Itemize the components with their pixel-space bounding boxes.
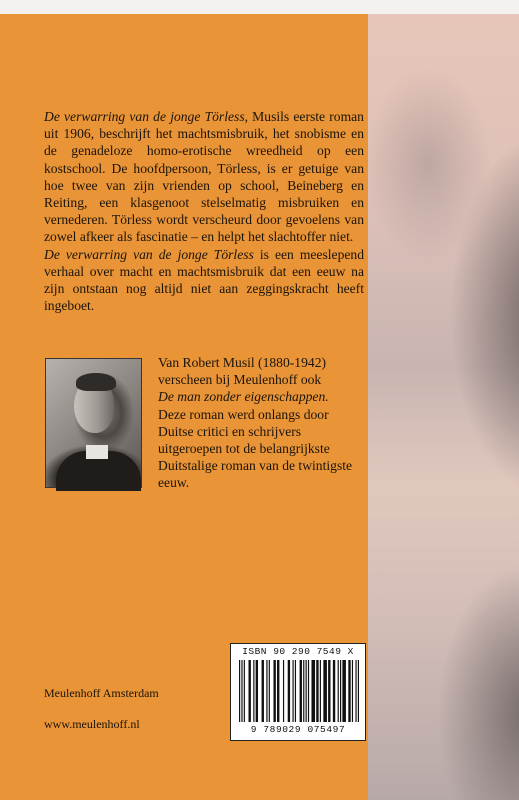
barcode-bar — [249, 660, 251, 722]
barcode-bar — [273, 660, 275, 722]
barcode-bar — [320, 660, 321, 722]
barcode-bar — [342, 660, 346, 722]
author-book-title: De man zonder eigenschappen. — [158, 389, 329, 405]
barcode-bar — [338, 660, 339, 722]
barcode-bar — [292, 660, 293, 722]
barcode-bar — [355, 660, 356, 722]
publisher-name: Meulenhoff Amsterdam — [44, 686, 159, 700]
blurb-book-title: De verwarring van de jonge Törless — [44, 109, 245, 124]
barcode-bar — [288, 660, 290, 722]
barcode-bar — [283, 660, 284, 722]
blurb-book-title-2: De verwarring van de jonge Törless — [44, 246, 254, 262]
barcode-bar — [316, 660, 318, 722]
barcode-bar — [328, 660, 330, 722]
barcode-bar — [266, 660, 267, 722]
barcode-bar — [253, 660, 254, 722]
barcode-bar — [306, 660, 307, 722]
barcode-bar — [277, 660, 279, 722]
blurb-paragraph-1-body: , Musils eerste roman uit 1906, beschrijft het machtsmisbruik, het snobisme en de genadeloze homo-erotische wreedheid op een kostschool. De hoofdpersoon, Törless, is er getuige van hoe twee van zijn vrienden op school, Beineberg en Reiting, een klasgenoot stelselmatig misbruiken en vernederen. Törless wordt verscheurd door gevoelens van zowel afkeer als fascinatie – en helpt het slachtoffer niet. — [44, 109, 364, 245]
portrait-hair — [76, 373, 116, 391]
barcode-bar — [333, 660, 335, 722]
barcode-bar — [239, 660, 240, 722]
barcode-bar — [311, 660, 315, 722]
barcode-bar — [295, 660, 296, 722]
barcode-bar — [308, 660, 309, 722]
blurb-text — [44, 108, 364, 314]
photo-strip-image — [368, 14, 519, 800]
barcode-bar — [244, 660, 245, 722]
barcode-bar — [303, 660, 304, 722]
barcode-bar — [323, 660, 327, 722]
barcode-bar — [241, 660, 242, 722]
author-portrait-photo — [45, 358, 142, 488]
barcode-bar — [358, 660, 359, 722]
barcode-bar — [262, 660, 264, 722]
blurb-paragraph-2-body: is een meeslepend verhaal over macht en machtsmisbruik dat een eeuw na zijn ontstaan nog altijd niet aan zeggingskracht heeft ingeboet. — [44, 246, 364, 314]
barcode-bar — [348, 660, 350, 722]
barcode-bar — [352, 660, 353, 722]
author-bio — [158, 354, 363, 492]
portrait-collar — [86, 445, 108, 459]
barcode-bars — [239, 660, 359, 722]
publisher-website: www.meulenhoff.nl — [44, 717, 140, 731]
barcode-box — [230, 643, 366, 741]
author-bio-line1: Van Robert Musil (1880-1942) verscheen bij Meulenhoff ook — [158, 355, 327, 388]
blurb-paragraph-1 — [44, 108, 364, 246]
isbn-label: ISBN 90 290 7549 X — [242, 646, 354, 657]
ean-number: 9 789029 075497 — [250, 724, 346, 735]
barcode-bar — [269, 660, 270, 722]
barcode-bar — [256, 660, 258, 722]
blurb-paragraph-2 — [44, 246, 364, 315]
barcode-bar — [340, 660, 341, 722]
author-bio-line2: Deze roman werd onlangs door Duitse critici en schrijvers uitgeroepen tot de belangrijkste Duitstalige roman van de twintigste eeuw. — [158, 406, 353, 491]
barcode-bar — [300, 660, 302, 722]
